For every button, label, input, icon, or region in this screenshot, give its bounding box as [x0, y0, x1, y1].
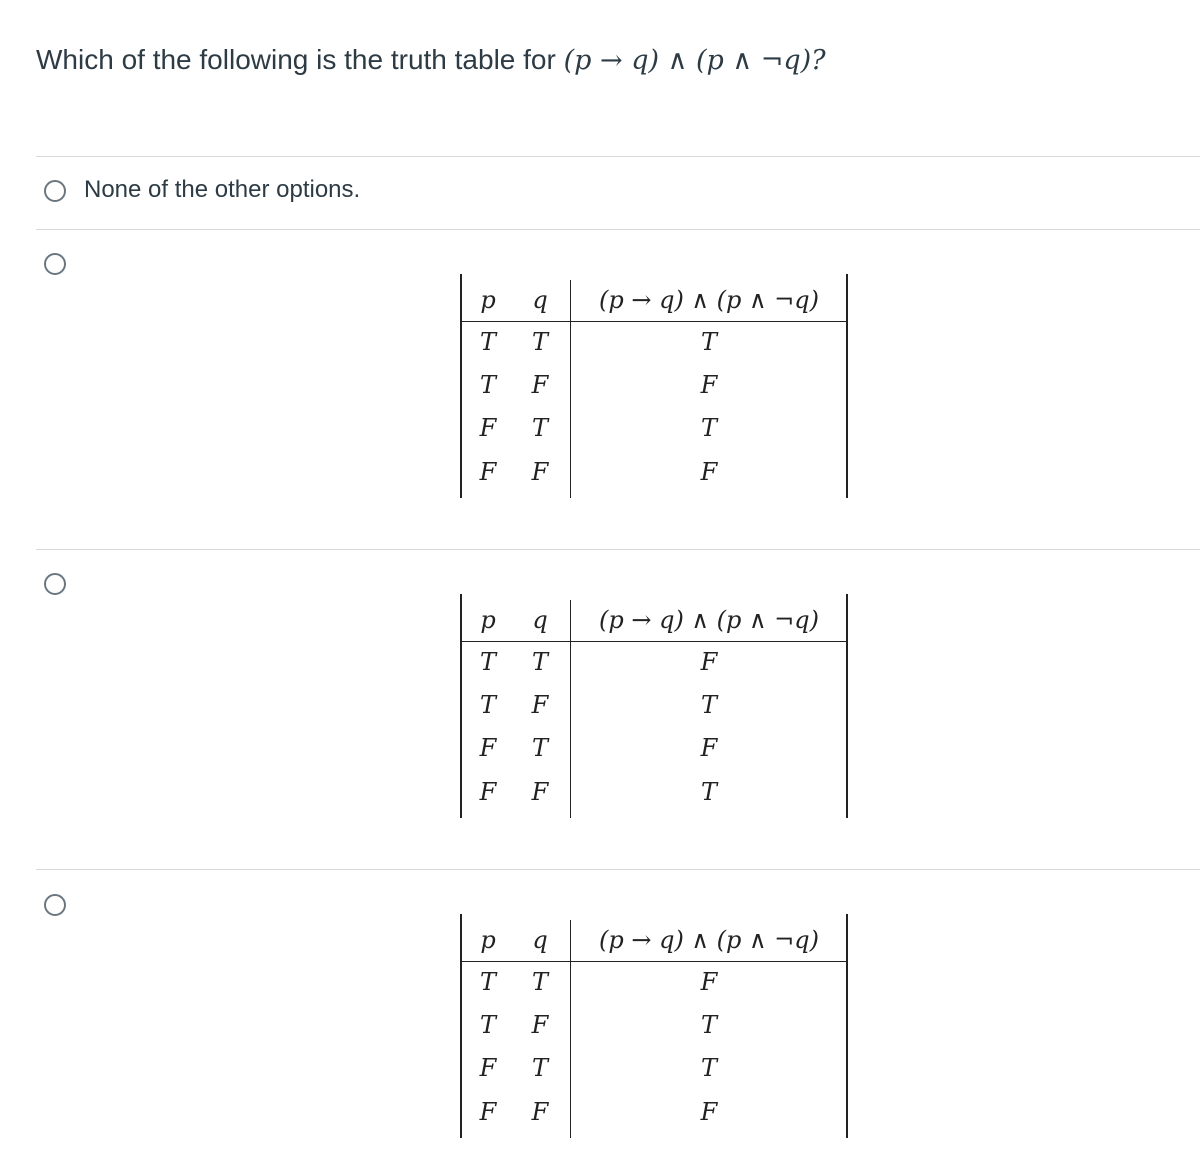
header-p: p [480, 606, 496, 634]
table-cell: F [479, 458, 497, 486]
table-cell: F [531, 1098, 549, 1126]
question-suffix: ? [811, 45, 826, 76]
header-expression: (p → q) ∧ (p ∧ ¬q) [598, 606, 820, 634]
table-cell: T [700, 414, 717, 442]
question-text [36, 44, 826, 76]
divider [36, 156, 1200, 157]
divider [36, 549, 1200, 550]
header-expression: (p → q) ∧ (p ∧ ¬q) [598, 286, 820, 314]
table-cell: F [531, 1011, 549, 1039]
radio-button[interactable] [44, 180, 66, 202]
option-label: None of the other options. [84, 176, 361, 203]
truth-table [460, 914, 848, 1138]
header-q: q [532, 606, 548, 634]
table-cell: F [531, 371, 549, 399]
divider [36, 869, 1200, 870]
table-cell: F [479, 734, 497, 762]
table-header-rule [462, 961, 846, 962]
table-cell: F [479, 414, 497, 442]
header-p: p [480, 286, 496, 314]
table-cell: T [700, 328, 717, 356]
table-cell: F [700, 648, 718, 676]
table-cell: T [531, 968, 548, 996]
table-cell: F [700, 734, 718, 762]
table-cell: T [531, 414, 548, 442]
table-cell: T [479, 691, 496, 719]
truth-table [460, 274, 848, 498]
radio-button[interactable] [44, 253, 66, 275]
question-formula: (p → q) ∧ (p ∧ ¬q) [563, 45, 812, 76]
radio-button[interactable] [44, 573, 66, 595]
table-cell: F [700, 968, 718, 996]
header-q: q [532, 286, 548, 314]
table-cell: T [531, 1054, 548, 1082]
header-q: q [532, 926, 548, 954]
table-cell: F [700, 458, 718, 486]
table-cell: T [479, 328, 496, 356]
table-cell: T [531, 648, 548, 676]
table-column-rule [570, 920, 571, 1138]
table-cell: F [700, 371, 718, 399]
table-cell: F [700, 1098, 718, 1126]
table-cell: F [531, 458, 549, 486]
table-header-rule [462, 321, 846, 322]
radio-button[interactable] [44, 894, 66, 916]
table-cell: T [479, 648, 496, 676]
table-cell: F [531, 691, 549, 719]
divider [36, 229, 1200, 230]
table-cell: F [479, 778, 497, 806]
truth-table [460, 594, 848, 818]
table-cell: T [700, 1054, 717, 1082]
table-cell: T [700, 691, 717, 719]
table-cell: T [479, 968, 496, 996]
table-cell: T [479, 371, 496, 399]
table-header-rule [462, 641, 846, 642]
header-expression: (p → q) ∧ (p ∧ ¬q) [598, 926, 820, 954]
table-cell: F [479, 1098, 497, 1126]
table-cell: T [531, 328, 548, 356]
table-column-rule [570, 280, 571, 498]
table-cell: T [700, 778, 717, 806]
question-prefix: Which of the following is the truth table for [36, 44, 564, 75]
table-column-rule [570, 600, 571, 818]
table-cell: F [479, 1054, 497, 1082]
table-cell: T [700, 1011, 717, 1039]
header-p: p [480, 926, 496, 954]
table-cell: T [479, 1011, 496, 1039]
table-cell: F [531, 778, 549, 806]
table-cell: T [531, 734, 548, 762]
